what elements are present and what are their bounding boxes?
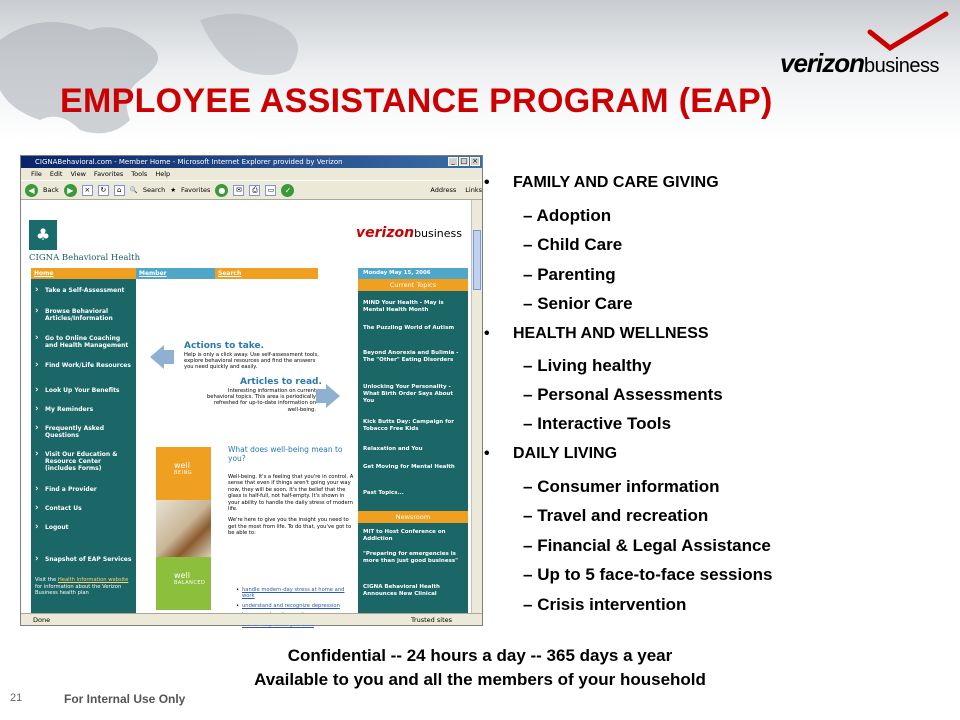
bullet-heading-family [497,174,719,192]
favorites-button[interactable]: Favorites [181,186,211,194]
bullet-item-text: Financial & Legal Assistance [537,536,771,555]
menu-browse-articles[interactable]: › Browse Behavioral Articles/Information [31,308,136,322]
menu-favorites[interactable]: Favorites [93,170,124,178]
site-logo-suffix: business [414,227,463,240]
topic-item[interactable]: The Puzzling World of Autism [363,325,455,331]
menu-edit[interactable]: Edit [49,170,63,178]
topic-item[interactable]: Get Moving for Mental Health [363,464,455,470]
bullet-item: – Senior Care [523,294,633,313]
slide-title: EMPLOYEE ASSISTANCE PROGRAM (EAP) [60,82,773,120]
browser-screenshot [20,155,483,626]
cigna-brand-name: CIGNA Behavioral Health [29,253,141,263]
wellbeing-heading: What does well-being mean to you? [228,445,343,463]
bullet-item: – Parenting [523,265,616,284]
menu-self-assessment[interactable]: › Take a Self-Assessment [31,287,127,294]
topic-item[interactable]: Beyond Anorexia and Bulimia - The "Other" Eating Disorders [363,350,459,363]
topic-item[interactable]: Past Topics... [363,490,404,496]
status-text: Done [33,616,51,624]
menu-reminders[interactable]: › My Reminders [31,406,96,413]
verizon-business-logo [770,12,945,80]
links-label[interactable]: Links [465,186,482,194]
topic-item[interactable]: MIND Your Health - May is Mental Health Month [363,300,444,313]
bullet-item-text: Living healthy [537,356,652,375]
favorites-star-icon[interactable]: ★ [170,186,177,194]
menu-eap-snapshot[interactable]: › Snapshot of EAP Services [31,556,134,563]
bullet-item: – Adoption [523,206,612,225]
wellbeing-link-depression[interactable]: • understand and recognize depression [236,603,356,609]
status-bar [21,613,482,625]
nav-member[interactable]: Member [136,268,215,279]
bullet-item: – Child Care [523,235,623,254]
globe-background-icon [0,0,330,150]
newsroom-header: Newsroom [358,511,468,523]
bullet-item: – Travel and recreation [523,506,709,525]
media-icon[interactable]: ● [215,184,228,197]
menu-view[interactable]: View [70,170,86,178]
bullet-item-text: Senior Care [537,294,633,313]
bullet-item: – Consumer information [523,477,720,496]
bullet-item-text: Personal Assessments [537,385,723,404]
site-logo-brand: verizon [356,225,415,241]
menu-contact[interactable]: › Contact Us [31,505,85,512]
back-button[interactable]: Back [43,186,59,194]
stop-icon[interactable]: × [82,185,93,196]
refresh-icon[interactable]: ↻ [98,185,109,196]
arrow-left-stem [164,350,174,364]
vertical-scrollbar[interactable] [471,200,482,615]
bullet-item-text: Crisis intervention [537,595,687,614]
bullet-item: – Crisis intervention [523,595,687,614]
site-nav [31,268,318,279]
well-balanced-sub: BALANCED [174,580,206,586]
bullet-item: – Up to 5 face-to-face sessions [523,565,773,584]
visit-health-info [35,577,133,597]
bullet-heading-text: FAMILY AND CARE GIVING [513,174,719,191]
bullet-item-text: Child Care [537,235,623,254]
scrollbar-thumb[interactable] [473,230,481,290]
arrow-right-stem [316,389,326,403]
menu-help[interactable]: Help [155,170,171,178]
mail-icon[interactable]: ✉ [233,185,244,196]
site-left-menu [31,279,136,619]
well-being-sub: BEING [174,470,193,476]
browser-toolbar [21,180,482,200]
window-titlebar [21,156,482,168]
articles-text: Interesting information on current behavioral topics. This area is periodically refreshed for up-to-date information on well-being. [206,388,316,413]
well-being-tile [156,447,211,500]
well-image-column [156,447,211,610]
menu-bar [21,168,482,180]
menu-benefits[interactable]: › Look Up Your Benefits [31,387,123,394]
actions-text: Help is only a click away. Use self-assessment tools, explore behavioral resources and find the answers you need quickly and easily. [184,352,319,371]
site-verizon-logo [356,222,462,241]
wellbeing-link-stress[interactable]: • handle modern-day stress at home and work [236,587,356,600]
wellbeing-text [228,474,356,537]
window-title: CIGNABehavioral.com - Member Home - Microsoft Internet Explorer provided by Verizon [35,158,343,166]
nav-home[interactable]: Home [31,268,136,279]
bullet-heading-text: HEALTH AND WELLNESS [513,325,709,342]
page-number: 21 [10,692,23,704]
topic-item[interactable]: Relaxation and You [363,446,423,452]
bullet-item: – Living healthy [523,356,652,375]
internal-use-note: For Internal Use Only [64,692,186,706]
news-item[interactable]: CIGNA Behavioral Health Announces New Clinical [363,584,440,597]
menu-find-provider[interactable]: › Find a Provider [31,486,100,493]
menu-faq[interactable]: › Frequently Asked Questions [31,425,136,439]
menu-file[interactable]: File [31,170,42,178]
bullet-item-text: Travel and recreation [537,506,709,525]
bullet-heading-text: DAILY LIVING [513,445,618,462]
logo-brand-text: verizon [780,48,865,78]
health-info-link[interactable]: Health Information website [57,577,129,583]
security-zone: Trusted sites [410,616,452,624]
tagline-confidential: Confidential -- 24 hours a day -- 365 days a year [287,646,673,665]
bullet-item: – Financial & Legal Assistance [523,536,771,555]
current-topics-header: Current Topics [358,279,468,291]
forward-arrow-icon[interactable]: ▶ [64,184,77,197]
arrow-left-icon [150,345,164,369]
search-button[interactable]: Search [142,186,166,194]
web-page-content [21,200,473,615]
menu-logout[interactable]: › Logout [31,524,72,531]
verizon-check-icon [860,12,950,52]
wellbeing-paragraph-2: We're here to give you the insight you need to get the most from life. To do that, you've got to be able to: [228,517,352,537]
news-item[interactable]: "Preparing for emergencies is more than just good business" [363,551,458,564]
bullet-item-text: Up to 5 face-to-face sessions [537,565,773,584]
wellbeing-paragraph-1: Well-being. It's a feeling that you're in control. A sense that even if things aren't going your way now, they will be soon. It's the belief that the glass is half-full, not half-empty. It's shown in your ability to handle the daily stress of modern life. [228,474,354,513]
site-right-column [358,279,468,619]
topic-item[interactable]: Unlocking Your Personality - What Birth Order Says About You [363,384,453,404]
menu-online-coaching[interactable]: › Go to Online Coaching and Health Management [31,335,136,349]
news-item[interactable]: MIT to Host Conference on Addiction [363,529,446,542]
bullet-item-text: Parenting [537,265,616,284]
address-label: Address [430,186,457,194]
site-date: Monday May 15, 2006 [358,268,468,279]
well-balanced-tile [156,557,211,610]
checkmark-icon[interactable]: ✓ [281,184,294,197]
cigna-logo [29,220,149,270]
home-icon[interactable]: ⌂ [114,185,125,196]
tagline-household: Available to you and all the members of your household [254,670,706,689]
topic-item[interactable]: Kick Butts Day: Campaign for Tobacco Free Kids [363,419,455,432]
bullet-heading-health [497,325,709,343]
arrow-right-icon [326,384,340,408]
bullet-item: – Personal Assessments [523,385,723,404]
bullet-item-text: Adoption [536,206,612,225]
minimize-button[interactable]: _ [448,157,458,166]
bullet-item-text: Interactive Tools [537,414,672,433]
tree-icon: ♣ [29,220,57,250]
menu-education-center[interactable]: › Visit Our Education & Resource Center (includes Forms) [31,451,136,472]
bullet-item: – Interactive Tools [523,414,672,433]
well-balanced-word: well [174,571,190,580]
site-main-area [136,279,358,619]
actions-title[interactable]: Actions to take. [184,341,265,351]
hands-photo [156,500,211,557]
menu-work-life[interactable]: › Find Work/Life Resources [31,362,134,369]
maximize-button[interactable]: □ [460,157,468,165]
search-icon[interactable]: 🔍 [129,186,138,194]
well-being-word: well [174,461,190,470]
nav-search[interactable]: Search [215,268,318,279]
visit-text-2: for information about the Verizon Business health plan [35,583,122,596]
articles-title[interactable]: Articles to read. [240,377,322,387]
logo-suffix-text: business [864,55,939,77]
bullet-item-text: Consumer information [537,477,720,496]
menu-tools[interactable]: Tools [131,170,148,178]
bullet-heading-daily [497,445,617,463]
visit-text-1: Visit the [35,577,57,583]
folder-icon[interactable]: ▭ [265,185,276,196]
back-arrow-icon[interactable]: ◀ [25,184,38,197]
close-button[interactable]: × [470,157,480,166]
print-icon[interactable]: ⎙ [249,185,260,196]
